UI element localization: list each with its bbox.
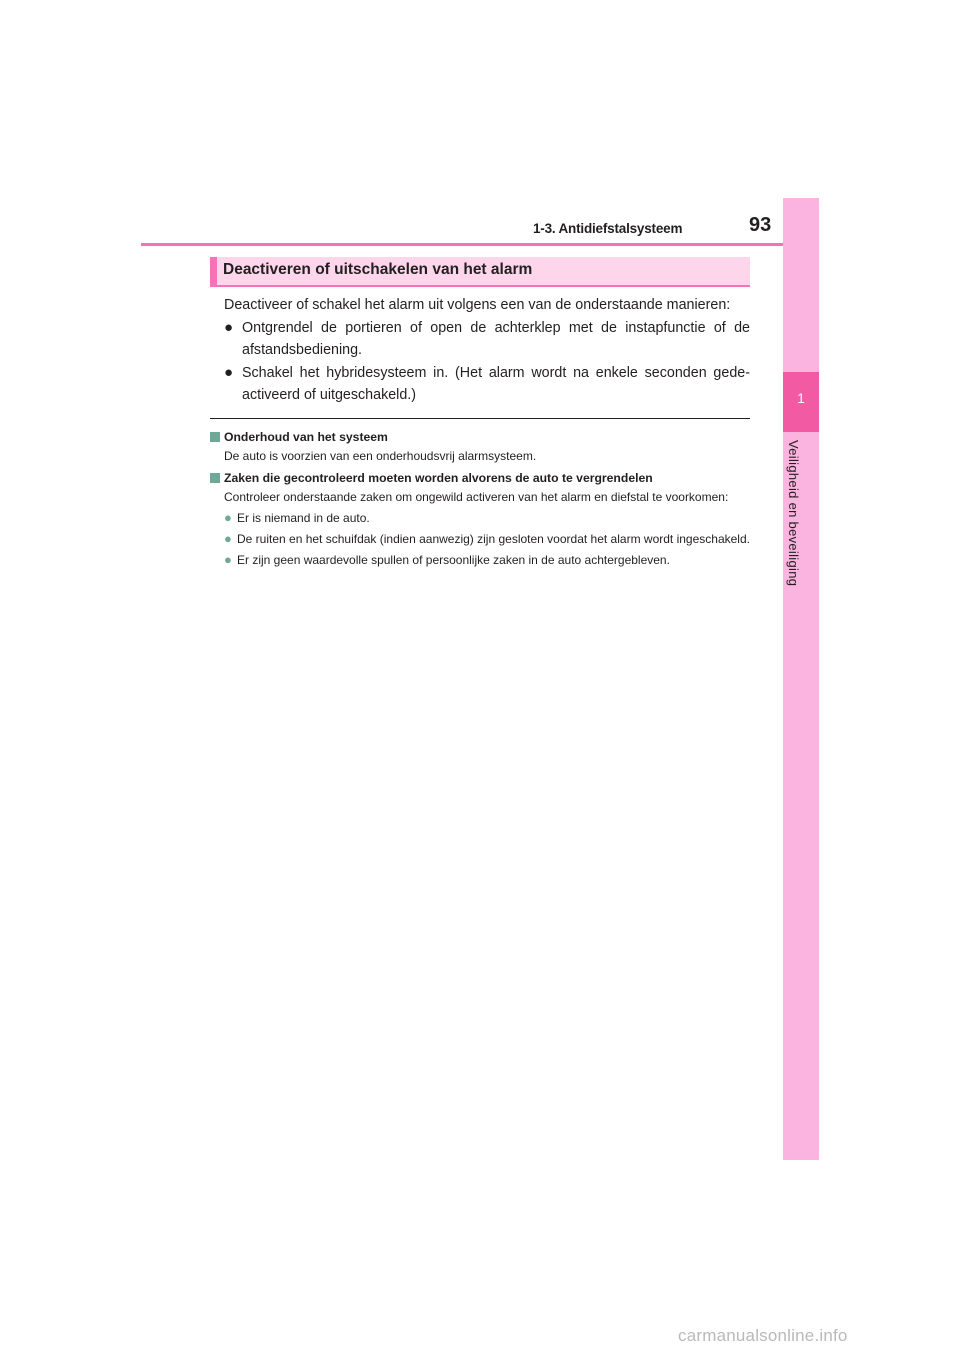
list-item-text: Er zijn geen waardevolle spullen of persoonlijke zaken in de auto achtergebleven. — [237, 553, 670, 567]
chapter-title: Veiligheid en beveiliging — [786, 440, 801, 587]
filled-square-icon — [210, 473, 220, 483]
list-item-text: Er is niemand in de auto. — [237, 511, 370, 525]
filled-circle-icon: ● — [224, 531, 232, 546]
page-number: 93 — [749, 214, 772, 236]
filled-circle-icon: ● — [224, 364, 234, 381]
note-title — [210, 428, 750, 446]
chapter-box[interactable] — [783, 372, 819, 432]
list-item — [224, 510, 750, 526]
note-title-text: Zaken die gecontroleerd moeten worden alvorens de auto te vergrendelen — [224, 471, 653, 485]
filled-circle-icon: ● — [224, 319, 234, 336]
list-item — [224, 362, 750, 406]
watermark: carmanualsonline.info — [678, 1326, 848, 1345]
list-item-text: Schakel het hybridesysteem in. (Het alarm wordt na enkele seconden gede-activeerd of uitgeschakeld.) — [242, 365, 750, 403]
list-item — [224, 317, 750, 361]
filled-square-icon — [210, 432, 220, 442]
chapter-number: 1 — [797, 390, 805, 406]
method-list — [224, 317, 750, 407]
list-item-text: De ruiten en het schuifdak (indien aanwezig) zijn gesloten voordat het alarm wordt ingeschakeld. — [237, 532, 750, 546]
heading-accent — [210, 257, 217, 286]
chapter-side-tab — [783, 198, 819, 1160]
filled-circle-icon: ● — [224, 510, 232, 525]
note-title-text: Onderhoud van het systeem — [224, 430, 388, 444]
checklist — [210, 510, 750, 568]
section-divider — [210, 418, 750, 419]
heading-underline — [210, 285, 750, 287]
intro-text: Deactiveer of schakel het alarm uit volgens een van de onderstaande manieren: — [224, 297, 731, 313]
note-title — [210, 469, 750, 487]
list-item — [224, 531, 750, 547]
section-heading-text: Deactiveren of uitschakelen van het alarm — [223, 261, 533, 278]
note-body: Controleer onderstaande zaken om ongewild activeren van het alarm en diefstal te voorkomen: — [224, 490, 729, 504]
header-rule — [141, 243, 819, 246]
list-item — [224, 552, 750, 568]
note-body: De auto is voorzien van een onderhoudsvrij alarmsysteem. — [224, 449, 537, 463]
filled-circle-icon: ● — [224, 552, 232, 567]
section-heading — [210, 257, 750, 286]
notes-section — [210, 428, 750, 573]
section-reference: 1-3. Antidiefstalsysteem — [533, 221, 683, 236]
list-item-text: Ontgrendel de portieren of open de achterklep met de instapfunctie of de afstandsbediening. — [242, 320, 750, 358]
